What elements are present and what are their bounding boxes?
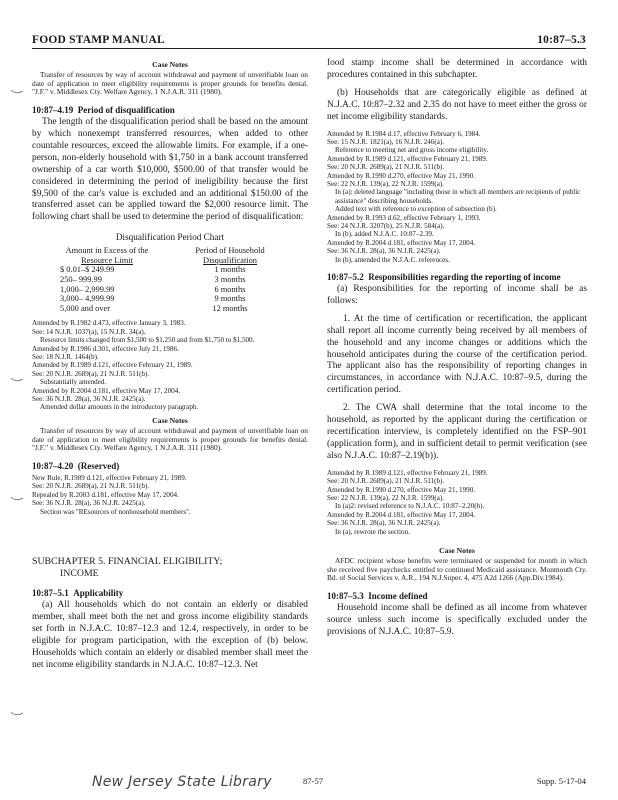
chart-cell-amount: $ 0.01–$ 249.99 — [60, 265, 115, 275]
history-line: See: 36 N.J.R. 28(a), 36 N.J.R. 2425(a). — [327, 519, 441, 528]
history-line: See: 36 N.J.R. 28(a), 36 N.J.R. 2425(a). — [32, 395, 146, 404]
chart-cell-period: 3 months — [214, 275, 246, 285]
header-rule — [32, 48, 586, 49]
chart-row — [48, 304, 308, 314]
history-line: In (b), added N.J.A.C. 10:87–2.39. — [335, 230, 434, 239]
running-header-title: FOOD STAMP MANUAL — [32, 34, 165, 46]
subchapter-line: SUBCHAPTER 5. FINANCIAL ELIGIBILITY; — [32, 556, 223, 568]
section-title: Income defined — [368, 591, 428, 602]
section-number: 10:87–5.3 — [327, 591, 364, 602]
disqualification-chart — [48, 246, 308, 313]
subchapter-heading — [32, 556, 308, 580]
section-title: Responsibilities regarding the reporting of income — [368, 272, 561, 283]
margin-check-mark — [10, 88, 24, 96]
history-line: Reference to meeting net and gross income eligibility. — [335, 146, 489, 155]
chart-cell-amount: 1,000– 2,999.99 — [60, 284, 115, 294]
chart-col-header-period — [166, 246, 294, 265]
chart-cell-period: 12 months — [212, 303, 248, 313]
section-number: 10:87–4.20 — [32, 461, 74, 471]
right-column — [327, 58, 587, 756]
paragraph-b: (b) Households that are categorically eligible as defined at N.J.A.C. 10:87–2.32 and 2.35 do not have to meet either the gross or net income eligibility standards. — [327, 87, 587, 122]
section-title: (Reserved) — [77, 461, 120, 471]
history-line: Repealed by R.2003 d.181, effective May 17, 2004. — [32, 490, 179, 499]
history-line: See: 22 N.J.R. 139(a), 22 N.J.R. 1599(a). — [327, 493, 445, 502]
left-column — [32, 58, 308, 756]
section-heading-4-20 — [32, 461, 308, 472]
history-line: Amended dollar amounts in the introductory paragraph. — [40, 403, 199, 412]
history-line: Amended by R.1986 d.301, effective July 21, 1986. — [32, 344, 179, 353]
section-heading-5-3 — [327, 591, 587, 602]
margin-check-mark — [10, 376, 24, 384]
case-notes-heading: Case Notes — [152, 60, 188, 69]
supplement-date: Supp. 5-17-04 — [536, 776, 586, 786]
history-line: See: 36 N.J.R. 28(a), 36 N.J.R. 2425(a). — [32, 499, 146, 508]
section-number: 10:87–5.1 — [32, 588, 69, 599]
history-line: See: 20 N.J.R. 2689(a), 21 N.J.R. 511(b). — [32, 369, 150, 378]
history-line: See: 20 N.J.R. 2689(a), 21 N.J.R. 511(b). — [327, 477, 445, 486]
running-header-section: 10:87–5.3 — [537, 34, 586, 46]
history-line: See: 36 N.J.R. 28(a), 36 N.J.R. 2425(a). — [327, 247, 441, 256]
section-body: The length of the disqualification period shall be based on the amount by which nonexempt transferred resources, when added to other countable resources, exceed the allowable limits. For example, if a one-person, non-elderly household with $1,750 in a bank account transferred ownership of a car worth $10,000, $500.00 of that transfer would be considered in determining the period of ineligibility because the first $9,500 of the car's value is excluded and an additional $150.00 of the transferred asset can be applied toward the $2,000 resource limit. The following chart shall be used to determine the period of disqualification: — [32, 117, 308, 223]
history-line: See: 24 N.J.R. 3207(b), 25 N.J.R. 584(a). — [327, 222, 445, 230]
section-number: 10:87–5.2 — [327, 272, 364, 283]
history-line: See: 15 N.J.R. 1821(a), 16 N.J.R. 246(a). — [327, 137, 445, 146]
paragraph-a: (a) Responsibilities for the reporting of income shall be as follows: — [327, 284, 587, 306]
history-line: In (a): deleted language "including those in which all members are recipients of public assistance" describing households. — [335, 188, 581, 205]
history-line: In (b), amended the N.J.A.C. references. — [335, 255, 450, 264]
chart-cell-amount: 5,000 and over — [60, 303, 111, 313]
section-heading-5-2 — [327, 272, 587, 283]
chart-cell-period: 9 months — [214, 294, 246, 304]
history-line: Amended by R.1989 d.121, effective February 21, 1989. — [327, 154, 488, 163]
history-line: Section was "REsources of nonhousehold members". — [40, 507, 191, 516]
history-line: See: 14 N.J.R. 1037(a), 15 N.J.R. 34(a). — [32, 327, 146, 336]
chart-row — [48, 275, 308, 285]
section-body: Household income shall be defined as all income from whatever source unless such income is specifically excluded under the provisions of N.J.A.C. 10:87–5.9. — [327, 603, 587, 637]
case-notes-heading: Case Notes — [439, 545, 475, 555]
chart-rows — [48, 265, 308, 313]
history-line: See: 20 N.J.R. 2689(a), 21 N.J.R. 511(b). — [32, 482, 150, 491]
margin-check-mark — [10, 710, 24, 718]
history-line: Resource limits changed from $1,500 to $1,250 and from $1,750 to $1,500. — [40, 336, 255, 345]
chart-header-line: Disqualification — [203, 255, 257, 265]
history-line: Amended by R.2004 d.181, effective May 17, 2004. — [32, 386, 181, 395]
chart-row — [48, 285, 308, 295]
history-notes — [32, 474, 308, 516]
history-line: See: 18 N.J.R. 1464(b). — [32, 353, 99, 362]
history-line: Amended by R.1990 d.270, effective May 21, 1990. — [327, 485, 476, 494]
section-heading-4-19 — [32, 105, 308, 116]
chart-cell-amount: 250– 999.99 — [60, 275, 102, 285]
case-notes-text: Transfer of resources by way of account withdrawal and payment of unverifiable loan on date of application to meet eligibility requirements is proper grounds for benefits denial. "J.F." v. Middlesex Cty. Welfare Agency, 1 N.J.A.R. 311 (1980). — [32, 425, 308, 453]
history-line: Amended by R.1982 d.473, effective January 3, 1983. — [32, 319, 186, 328]
history-line: In (a)2: revised reference to N.J.A.C. 10:87–2.20(b). — [335, 502, 485, 511]
continued-text: food stamp income shall be determined in accordance with procedures contained in this subchapter. — [327, 58, 587, 80]
list-item-1: 1. At the time of certification or recertification, the applicant shall report all income currently being received by all members of the household and any income changes or additions which the household anticipates during the course of the certification period. The applicant also has the responsibility of reporting changes in circumstances, in accordance with N.J.A.C. 10:87–9.5, during the certification period. — [327, 313, 587, 396]
chart-cell-amount: 3,000– 4,999.99 — [60, 294, 115, 304]
history-notes — [327, 130, 587, 265]
history-notes — [327, 469, 587, 536]
section-number: 10:87–4.19 — [32, 105, 74, 116]
history-line: Amended by R.2004 d.181, effective May 17, 2004. — [327, 510, 476, 519]
history-line: In (a), rewrote the section. — [335, 527, 410, 536]
chart-row — [48, 265, 308, 275]
history-line: Amended by R.1989 d.121, effective February 21, 1989. — [32, 361, 193, 370]
library-stamp: New Jersey State Library — [92, 774, 272, 790]
case-notes-text: Transfer of resources by way of account withdrawal and payment of unverifiable loan on date of application to meet eligibility requirements is proper grounds for benefits denial. "J.F." v. Middlesex Cty. Welfare Agency, 1 N.J.A.R. 311 (1980). — [32, 70, 308, 97]
margin-check-mark — [10, 495, 24, 503]
section-title: Applicability — [73, 588, 124, 599]
history-line: Amended by R.1984 d.17, effective February 6, 1984. — [327, 129, 481, 138]
chart-cell-period: 6 months — [214, 284, 246, 294]
history-line: Amended by R.2004 d.181, effective May 17, 2004. — [327, 238, 476, 247]
history-line: Substantially amended. — [40, 378, 107, 387]
section-body: (a) All households which do not contain an elderly or disabled member, shall meet both the net and gross income eligibility standards set forth in N.J.A.C. 10:87–12.3 and 12.4, respectively, in order to be eligible for program participation, with the exception of (b) below. Households which contain an elderly or disabled member shall meet the net income eligibility standards in N.J.A.C. 10:87–12.3. Net — [32, 600, 308, 670]
chart-row — [48, 294, 308, 304]
history-line: See: 20 N.J.R. 2689(a), 21 N.J.R. 511(b). — [327, 163, 445, 172]
case-notes-heading: Case Notes — [152, 415, 188, 425]
chart-header-row — [48, 246, 308, 265]
subchapter-line: INCOME — [60, 568, 99, 580]
history-line: Added text with reference to exception of subsection (b). — [335, 205, 497, 214]
list-item-2: 2. The CWA shall determine that the total income to the household, as reported by the applicant during the certification or recertification interview, is completely identified on the FSP–901 (application form), and in sufficient detail to permit verification (see also N.J.A.C. 10:87–2.19(b)). — [327, 403, 587, 461]
case-notes-text: AFDC recipient whose benefits were terminated or suspended for month in which she received five paychecks entitled to continued Medicaid assistance. Monmouth Cty. Bd. of Social Services v. A.R., 194 N.J.Super. 4, 475 A2d 1266 (App.Div.1984). — [327, 555, 587, 583]
chart-header-line: Amount in Excess of the — [65, 246, 149, 256]
history-line: Amended by R.1993 d.62, effective February 1, 1993. — [327, 213, 481, 222]
history-notes — [32, 319, 308, 411]
section-heading-5-1 — [32, 588, 308, 599]
chart-header-line: Period of Household — [195, 246, 265, 256]
history-line: See: 22 N.J.R. 139(a), 22 N.J.R. 1599(a). — [327, 179, 445, 188]
chart-header-line: Resource Limit — [81, 255, 133, 265]
chart-cell-period: 1 months — [214, 265, 246, 275]
history-line: Amended by R.1990 d.270, effective May 21, 1990. — [327, 171, 476, 180]
chart-col-header-amount — [48, 246, 166, 265]
history-line: New Rule, R.1989 d.121, effective February 21, 1989. — [32, 474, 187, 482]
section-title: Period of disqualification — [77, 105, 175, 116]
page-number: 87-57 — [303, 776, 324, 786]
chart-title: Disqualification Period Chart — [115, 232, 225, 243]
history-line: Amended by R.1989 d.121, effective February 21, 1989. — [327, 468, 488, 477]
